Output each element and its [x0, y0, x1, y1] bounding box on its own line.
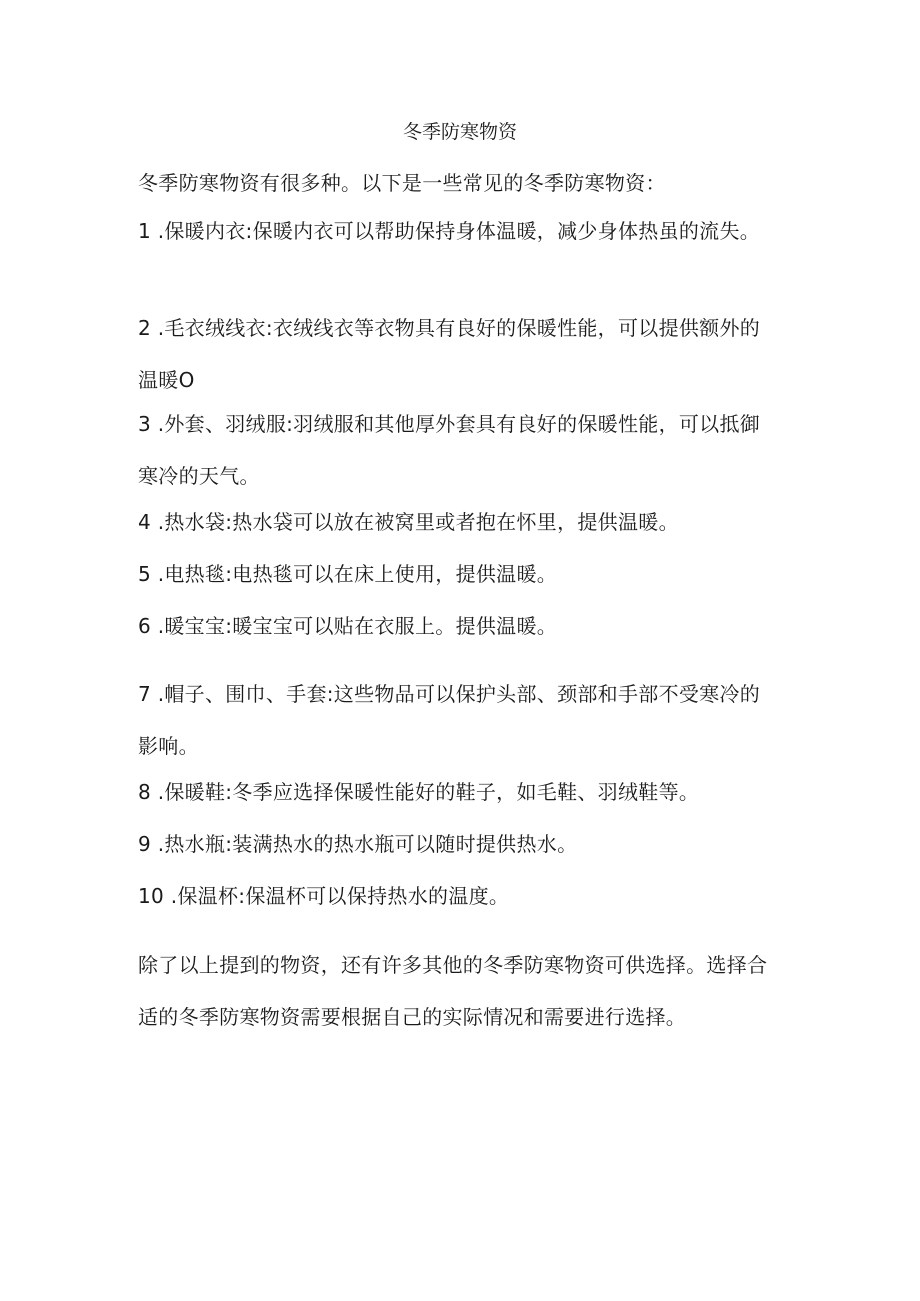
list-item	[138, 668, 778, 772]
list-item-number: 8	[138, 780, 152, 804]
list-item-text: .毛衣绒线衣:衣绒线衣等衣物具有良好的保暖性能，可以提供额外的温暖O	[138, 316, 761, 392]
intro-paragraph: 冬季防寒物资有很多种。以下是一些常见的冬季防寒物资：	[138, 171, 666, 195]
list-item-number: 10	[138, 884, 165, 908]
conclusion-paragraph: 除了以上提到的物资，还有许多其他的冬季防寒物资可供选择。选择合适的冬季防寒物资需要根据自己的实际情况和需要进行选择。	[138, 953, 768, 1029]
list-item-number: 9	[138, 832, 152, 856]
list-item	[138, 496, 778, 548]
list-item-number: 6	[138, 614, 152, 638]
list-item-text: .暖宝宝:暖宝宝可以贴在衣服上。提供温暖。	[151, 614, 558, 638]
list-item-text: .热水瓶:装满热水的热水瓶可以随时提供热水。	[151, 832, 578, 856]
list-item	[138, 766, 778, 818]
list-item-text: .保暖内衣:保暖内衣可以帮助保持身体温暖，减少身体热虽的流失。	[151, 219, 761, 243]
list-item-text: .帽子、围巾、手套:这些物品可以保护头部、颈部和手部不受寒冷的影响。	[138, 682, 761, 758]
list-item-number: 1	[138, 219, 152, 243]
list-item-number: 3	[138, 412, 152, 436]
list-item	[138, 205, 778, 257]
list-item	[138, 548, 778, 600]
list-item	[138, 600, 778, 652]
list-item-number: 7	[138, 682, 152, 706]
list-item-text: .保温杯:保温杯可以保持热水的温度。	[164, 884, 510, 908]
list-item-text: .电热毯:电热毯可以在床上使用，提供温暖。	[151, 562, 558, 586]
list-item-text: .外套、羽绒服:羽绒服和其他厚外套具有良好的保暖性能，可以抵御寒冷的天气。	[138, 412, 761, 488]
list-item	[138, 818, 778, 870]
document-title: 冬季防寒物资	[402, 121, 517, 143]
list-item	[138, 302, 778, 406]
list-item	[138, 870, 778, 922]
list-item-text: .热水袋:热水袋可以放在被窝里或者抱在怀里，提供温暖。	[151, 510, 679, 534]
list-item	[138, 398, 778, 502]
list-item-number: 5	[138, 562, 152, 586]
list-item-text: .保暖鞋:冬季应选择保暖性能好的鞋子，如毛鞋、羽绒鞋等。	[151, 780, 700, 804]
list-item-number: 4	[138, 510, 152, 534]
list-item-number: 2	[138, 316, 152, 340]
